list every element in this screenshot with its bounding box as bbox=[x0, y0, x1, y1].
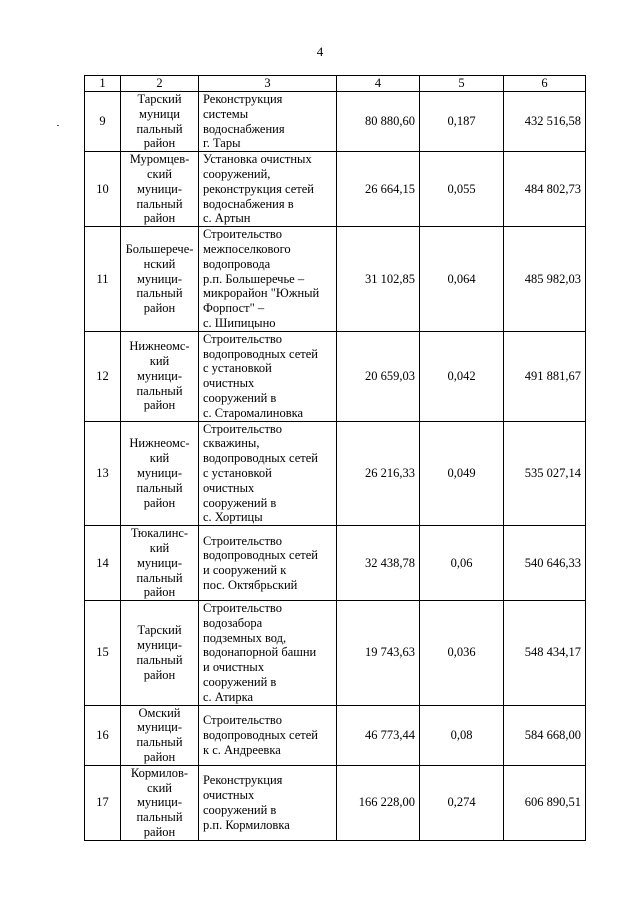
district-cell bbox=[121, 331, 199, 421]
header-cell: 6 bbox=[504, 76, 586, 92]
row-number-cell: 15 bbox=[85, 601, 121, 706]
district-cell-line: пальный bbox=[136, 383, 183, 398]
district-cell-line: пальный bbox=[136, 286, 183, 301]
district-cell-line: муници- bbox=[136, 555, 183, 570]
work-description-cell-line: г. Тары bbox=[203, 136, 241, 151]
work-description-cell-line: сооружений в bbox=[203, 802, 277, 817]
work-description-cell bbox=[199, 331, 337, 421]
work-description-cell-line: сооружений в bbox=[203, 495, 277, 510]
work-description-cell-line: сооружений в bbox=[203, 390, 277, 405]
header-cell: 5 bbox=[420, 76, 504, 92]
table-row bbox=[85, 331, 586, 421]
work-description-cell-line: сооружений в bbox=[203, 675, 277, 690]
work-description-cell-line: очистных bbox=[203, 480, 255, 495]
district-cell-line: ский bbox=[147, 166, 172, 181]
district-cell-line: пальный bbox=[136, 121, 183, 136]
share-cell: 0,274 bbox=[420, 765, 504, 840]
district-cell-line: Большерече- bbox=[125, 241, 194, 256]
cost-cell: 26 664,15 bbox=[337, 152, 420, 227]
district-cell-line: Омский bbox=[138, 705, 181, 720]
district-cell-line: Тарский bbox=[137, 623, 182, 638]
district-cell bbox=[121, 152, 199, 227]
district-cell-line: пальный bbox=[136, 735, 183, 750]
work-description-cell-line: водопроводных сетей bbox=[203, 451, 318, 466]
work-description-cell-line: системы bbox=[203, 106, 249, 121]
work-description-cell-line: Строительство bbox=[203, 533, 283, 548]
table-row bbox=[85, 92, 586, 152]
district-cell-line: район bbox=[143, 398, 176, 413]
work-description-cell-line: водоснабжения bbox=[203, 121, 285, 136]
district-cell-line: нский bbox=[143, 256, 176, 271]
work-description-cell bbox=[199, 705, 337, 765]
row-number-cell: 13 bbox=[85, 421, 121, 526]
work-description-cell-line: водоснабжения в bbox=[203, 196, 294, 211]
district-cell-line: Муромцев- bbox=[129, 152, 190, 167]
table-header-row bbox=[85, 76, 586, 92]
district-cell-line: район bbox=[143, 585, 176, 600]
row-number-cell: 12 bbox=[85, 331, 121, 421]
district-cell bbox=[121, 765, 199, 840]
cost-cell: 32 438,78 bbox=[337, 526, 420, 601]
work-description-cell-line: с. Шипицыно bbox=[203, 315, 276, 330]
row-number-cell: 11 bbox=[85, 227, 121, 332]
work-description-cell-line: к с. Андреевка bbox=[203, 742, 281, 757]
district-cell-line: кий bbox=[149, 353, 170, 368]
cumulative-cell: 584 668,00 bbox=[504, 705, 586, 765]
scan-speck bbox=[57, 125, 59, 126]
work-description-cell bbox=[199, 526, 337, 601]
work-description-cell-line: микрорайон "Южный bbox=[203, 286, 320, 301]
district-cell-line: пальный bbox=[136, 196, 183, 211]
district-cell-line: пальный bbox=[136, 810, 183, 825]
work-description-cell-line: с. Атирка bbox=[203, 689, 254, 704]
work-description-cell bbox=[199, 421, 337, 526]
cost-cell: 80 880,60 bbox=[337, 92, 420, 152]
district-cell-line: Кормилов- bbox=[130, 765, 189, 780]
district-cell bbox=[121, 421, 199, 526]
district-cell-line: ский bbox=[147, 780, 172, 795]
district-cell-line: пальный bbox=[136, 480, 183, 495]
work-description-cell-line: подземных вод, bbox=[203, 630, 287, 645]
header-cell: 3 bbox=[199, 76, 337, 92]
district-cell-line: муници- bbox=[136, 638, 183, 653]
district-cell-line: муници- bbox=[136, 271, 183, 286]
district-cell bbox=[121, 526, 199, 601]
work-description-cell-line: пос. Октябрьский bbox=[203, 577, 298, 592]
row-number-cell: 14 bbox=[85, 526, 121, 601]
share-cell: 0,064 bbox=[420, 227, 504, 332]
district-cell-line: пальный bbox=[136, 652, 183, 667]
header-cell: 1 bbox=[85, 76, 121, 92]
work-description-cell-line: Строительство bbox=[203, 713, 283, 728]
work-description-cell-line: Реконструкция bbox=[203, 92, 283, 106]
table-row bbox=[85, 601, 586, 706]
district-cell-line: кий bbox=[149, 451, 170, 466]
district-cell-line: муници bbox=[139, 106, 180, 121]
work-description-cell bbox=[199, 227, 337, 332]
work-description-cell-line: р.п. Кормиловка bbox=[203, 817, 290, 832]
cumulative-cell: 484 802,73 bbox=[504, 152, 586, 227]
work-description-cell-line: Реконструкция bbox=[203, 773, 283, 788]
cost-cell: 31 102,85 bbox=[337, 227, 420, 332]
share-cell: 0,049 bbox=[420, 421, 504, 526]
document-table bbox=[84, 75, 586, 841]
work-description-cell-line: реконструкция сетей bbox=[203, 181, 314, 196]
work-description-cell-line: Строительство bbox=[203, 421, 283, 436]
district-cell-line: район bbox=[143, 495, 176, 510]
district-cell-line: муници- bbox=[136, 181, 183, 196]
cumulative-cell: 432 516,58 bbox=[504, 92, 586, 152]
work-description-cell-line: и сооружений к bbox=[203, 563, 287, 578]
work-description-cell-line: Строительство bbox=[203, 331, 283, 346]
work-description-cell-line: водопровода bbox=[203, 256, 271, 271]
work-description-cell-line: Строительство bbox=[203, 227, 283, 242]
work-description-cell-line: водопроводных сетей bbox=[203, 727, 318, 742]
work-description-cell-line: сооружений, bbox=[203, 166, 271, 181]
district-cell-line: район bbox=[143, 136, 176, 151]
district-cell bbox=[121, 227, 199, 332]
district-cell-line: пальный bbox=[136, 570, 183, 585]
work-description-cell-line: Установка очистных bbox=[203, 152, 312, 167]
header-cell: 4 bbox=[337, 76, 420, 92]
district-cell bbox=[121, 92, 199, 152]
district-cell-line: муници- bbox=[136, 720, 183, 735]
table-row bbox=[85, 227, 586, 332]
row-number-cell: 9 bbox=[85, 92, 121, 152]
work-description-cell-line: скважины, bbox=[203, 436, 260, 451]
work-description-cell-line: и очистных bbox=[203, 660, 265, 675]
share-cell: 0,187 bbox=[420, 92, 504, 152]
cumulative-cell: 485 982,03 bbox=[504, 227, 586, 332]
cumulative-cell: 535 027,14 bbox=[504, 421, 586, 526]
cumulative-cell: 491 881,67 bbox=[504, 331, 586, 421]
table-row bbox=[85, 705, 586, 765]
share-cell: 0,055 bbox=[420, 152, 504, 227]
cost-cell: 46 773,44 bbox=[337, 705, 420, 765]
district-cell-line: район bbox=[143, 825, 176, 840]
share-cell: 0,08 bbox=[420, 705, 504, 765]
work-description-cell-line: Строительство bbox=[203, 601, 283, 616]
district-cell-line: Тарский bbox=[137, 92, 182, 106]
district-cell-line: муници- bbox=[136, 465, 183, 480]
work-description-cell-line: водонапорной башни bbox=[203, 645, 317, 660]
work-description-cell-line: водозабора bbox=[203, 615, 263, 630]
district-cell-line: район bbox=[143, 211, 176, 226]
work-description-cell-line: с установкой bbox=[203, 465, 272, 480]
work-description-cell bbox=[199, 152, 337, 227]
row-number-cell: 17 bbox=[85, 765, 121, 840]
district-cell-line: муници- bbox=[136, 368, 183, 383]
work-description-cell-line: водопроводных сетей bbox=[203, 346, 318, 361]
cost-cell: 26 216,33 bbox=[337, 421, 420, 526]
cost-cell: 166 228,00 bbox=[337, 765, 420, 840]
district-cell-line: Нижнеомс- bbox=[129, 436, 190, 451]
work-description-cell-line: с. Хортицы bbox=[203, 510, 263, 525]
table-row bbox=[85, 765, 586, 840]
district-cell bbox=[121, 705, 199, 765]
page-number: 4 bbox=[316, 44, 324, 59]
district-cell-line: район bbox=[143, 301, 176, 316]
share-cell: 0,042 bbox=[420, 331, 504, 421]
cost-cell: 20 659,03 bbox=[337, 331, 420, 421]
district-cell-line: Нижнеомс- bbox=[129, 339, 190, 354]
share-cell: 0,036 bbox=[420, 601, 504, 706]
header-cell: 2 bbox=[121, 76, 199, 92]
table-row bbox=[85, 152, 586, 227]
district-cell-line: Тюкалинс- bbox=[130, 526, 189, 541]
work-description-cell bbox=[199, 92, 337, 152]
work-description-cell bbox=[199, 765, 337, 840]
district-cell-line: район bbox=[143, 667, 176, 682]
cumulative-cell: 540 646,33 bbox=[504, 526, 586, 601]
cumulative-cell: 606 890,51 bbox=[504, 765, 586, 840]
work-description-cell-line: очистных bbox=[203, 376, 255, 391]
cost-cell: 19 743,63 bbox=[337, 601, 420, 706]
work-description-cell-line: с. Артын bbox=[203, 211, 251, 226]
work-description-cell-line: с установкой bbox=[203, 361, 272, 376]
work-description-cell-line: водопроводных сетей bbox=[203, 548, 318, 563]
table-row bbox=[85, 421, 586, 526]
work-description-cell-line: Форпост" – bbox=[203, 301, 265, 316]
table-row bbox=[85, 526, 586, 601]
share-cell: 0,06 bbox=[420, 526, 504, 601]
district-cell bbox=[121, 601, 199, 706]
work-description-cell-line: межпоселкового bbox=[203, 241, 291, 256]
work-description-cell-line: с. Старомалиновка bbox=[203, 405, 304, 420]
row-number-cell: 16 bbox=[85, 705, 121, 765]
district-cell-line: кий bbox=[149, 540, 170, 555]
work-description-cell-line: р.п. Большеречье – bbox=[203, 271, 305, 286]
cumulative-cell: 548 434,17 bbox=[504, 601, 586, 706]
row-number-cell: 10 bbox=[85, 152, 121, 227]
work-description-cell-line: очистных bbox=[203, 788, 255, 803]
district-cell-line: район bbox=[143, 750, 176, 765]
district-cell-line: муници- bbox=[136, 795, 183, 810]
work-description-cell bbox=[199, 601, 337, 706]
